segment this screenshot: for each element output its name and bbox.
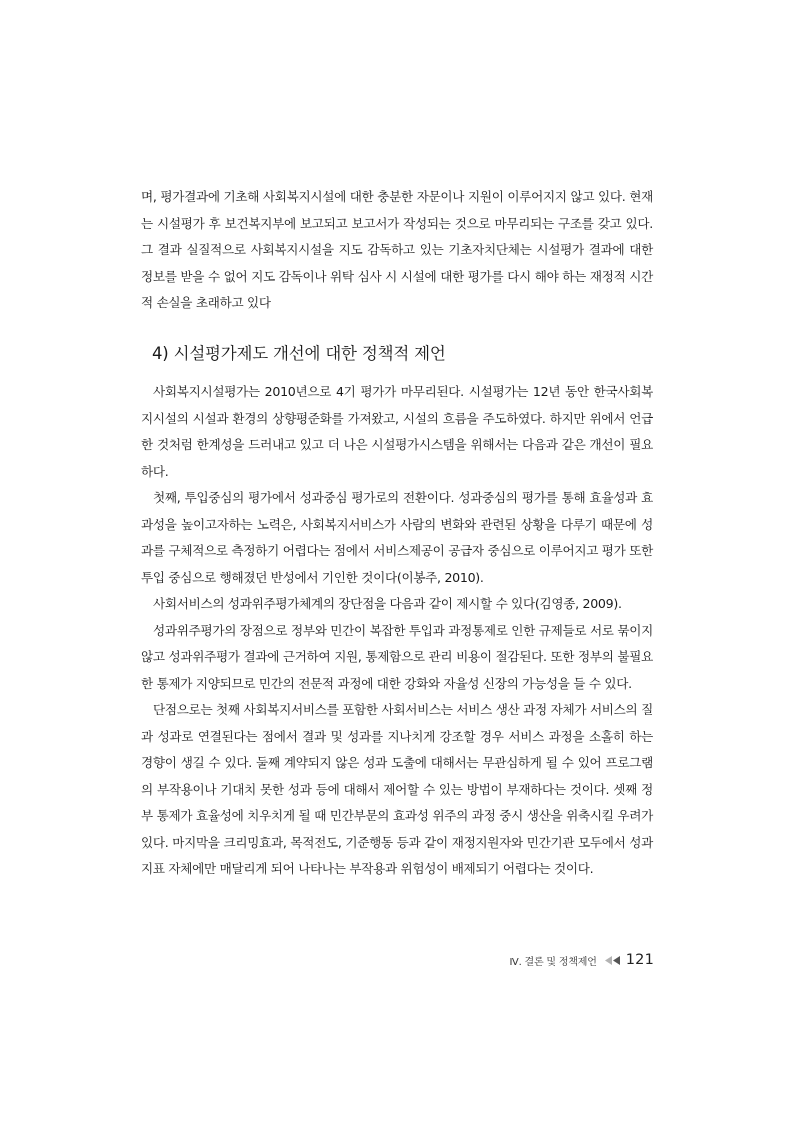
body-paragraph-4: 성과위주평가의 장점으로 정부와 민간이 복잡한 투입과 과정통제로 인한 규제들로 서로 묶이지 않고 성과위주평가 결과에 근거하여 지원, 통제함으로 관리 비용이 절감된다. 또한 정부의 불필요한 통제가 지양되므로 민간의 전문적 과정에 대한 강화와 자율성 신장의 가능성을 들 수 있다.	[141, 622, 653, 691]
double-left-triangle-icon	[605, 956, 620, 965]
section-body	[141, 379, 653, 883]
page-number: 121	[625, 952, 654, 968]
footer-chapter-title: Ⅳ. 결론 및 정책제언	[509, 956, 597, 968]
body-paragraph-5: 단점으로는 첫째 사회복지서비스를 포함한 사회서비스는 서비스 생산 과정 자체가 서비스의 질과 성과로 연결된다는 점에서 결과 및 성과를 지나치게 강조할 경우 서비스 과정을 소홀히 하는 경향이 생길 수 있다. 둘째 계약되지 않은 성과 도출에 대해서는 무관심하게 될 수 있어 프로그램의 부작용이나 기대치 못한 성과 등에 대해서 제어할 수 있는 방법이 부재하다는 것이다. 셋째 정부 통제가 효율성에 치우치게 될 때 민간부문의 효과성 위주의 과정 중시 생산을 위축시킬 우려가 있다. 마지막을 크리밍효과, 목적전도, 기준행동 등과 같이 재정지원자와 민간기관 모두에서 성과지표 자체에만 매달리게 되어 나타나는 부작용과 위험성이 배제되기 어렵다는 것이다.	[141, 702, 653, 876]
body-paragraph-1: 사회복지시설평가는 2010년으로 4기 평가가 마무리된다. 시설평가는 12년 동안 한국사회복지시설의 시설과 환경의 상향평준화를 가져왔고, 시설의 흐름을 주도하였다. 하지만 위에서 언급한 것처럼 한계성을 드러내고 있고 더 나은 시설평가시스템을 위해서는 다음과 같은 개선이 필요하다.	[141, 384, 653, 479]
page-footer	[510, 952, 654, 968]
body-paragraph-2: 첫째, 투입중심의 평가에서 성과중심 평가로의 전환이다. 성과중심의 평가를 통해 효율성과 효과성을 높이고자하는 노력은, 사회복지서비스가 사람의 변화와 관련된 상황을 다루기 때문에 성과를 구체적으로 측정하기 어렵다는 점에서 서비스제공이 공급자 중심으로 이루어지고 평가 또한 투입 중심으로 행해졌던 반성에서 기인한 것이다(이봉주, 2010).	[141, 490, 653, 585]
body-paragraph-3: 사회서비스의 성과위주평가체계의 장단점을 다음과 같이 제시할 수 있다(김영종, 2009).	[153, 596, 622, 611]
section-heading: 4) 시설평가제도 개선에 대한 정책적 제언	[152, 344, 446, 363]
intro-paragraph: 며, 평가결과에 기초해 사회복지시설에 대한 충분한 자문이나 지원이 이루어지지 않고 있다. 현재는 시설평가 후 보건복지부에 보고되고 보고서가 작성되는 것으로 마무리되는 구조를 갖고 있다. 그 결과 실질적으로 사회복지시설을 지도 감독하고 있는 기초자치단체는 시설평가 결과에 대한 정보를 받을 수 없어 지도 감독이나 위탁 심사 시 시설에 대한 평가를 다시 해야 하는 재정적 시간적 손실을 초래하고 있다	[141, 189, 653, 310]
intro-text-block	[141, 184, 653, 317]
